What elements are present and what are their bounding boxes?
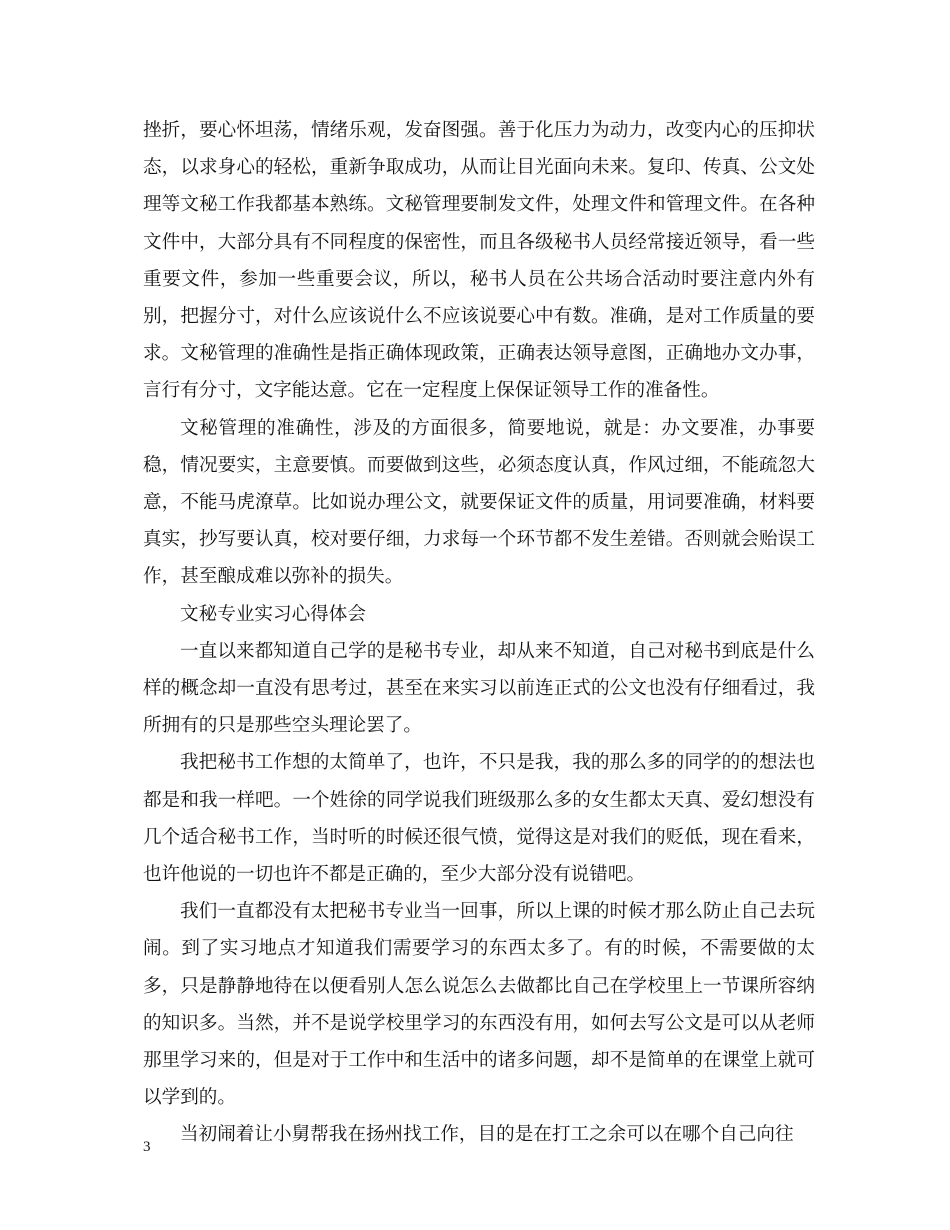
section-heading: 文秘专业实习心得体会 [180,603,366,625]
paragraph: 我们一直都没有太把秘书专业当一回事，所以上课的时候才那么防止自己去玩闹。到了实习地点才知道我们需要学习的东西太多了。有的时候，不需要做的太多，只是静静地待在以便看别人怎么说怎么去做都比自己在学校里上一节课所容纳的知识多。当然，并不是说学校里学习的东西没有用，如何去写公文是可以从老师那里学习来的，但是对于工作中和生活中的诸多问题，却不是简单的在课堂上就可以学到的。 [143,901,815,1109]
body-text [143,112,815,1154]
paragraph: 一直以来都知道自己学的是秘书专业，却从来不知道，自己对秘书到底是什么样的概念却一直没有思考过，甚至在来实习以前连正式的公文也没有仔细看过，我所拥有的只是那些空头理论罢了。 [143,640,815,737]
paragraph: 我把秘书工作想的太简单了，也许，不只是我，我的那么多的同学的的想法也都是和我一样吧。一个姓徐的同学说我们班级那么多的女生都太天真、爱幻想没有几个适合秘书工作，当时听的时候还很气愤，觉得这是对我们的贬低，现在看来，也许他说的一切也许不都是正确的，至少大部分没有说错吧。 [143,752,815,886]
page-number: 3 [143,1139,151,1155]
paragraph-continuation: 挫折，要心怀坦荡，情绪乐观，发奋图强。善于化压力为动力，改变内心的压抑状态，以求身心的轻松，重新争取成功，从而让目光面向未来。复印、传真、公文处理等文秘工作我都基本熟练。文秘管理要制发文件，处理文件和管理文件。在各种文件中，大部分具有不同程度的保密性，而且各级秘书人员经常接近领导，看一些重要文件，参加一些重要会议，所以，秘书人员在公共场合活动时要注意内外有别，把握分寸，对什么应该说什么不应该说要心中有数。准确，是对工作质量的要求。文秘管理的准确性是指正确体现政策，正确表达领导意图，正确地办文办事，言行有分寸，文字能达意。它在一定程度上保保证领导工作的准备性。 [143,120,815,402]
paragraph: 当初闹着让小舅帮我在扬州找工作，目的是在打工之余可以在哪个自己向往 [180,1124,794,1146]
paragraph: 文秘管理的准确性，涉及的方面很多，简要地说，就是：办文要准，办事要稳，情况要实，主意要慎。而要做到这些，必须态度认真，作风过细，不能疏忽大意，不能马虎潦草。比如说办理公文，就要保证文件的质量，用词要准确，材料要真实，抄写要认真，校对要仔细，力求每一个环节都不发生差错。否则就会贻误工作，甚至酿成难以弥补的损失。 [143,417,815,588]
